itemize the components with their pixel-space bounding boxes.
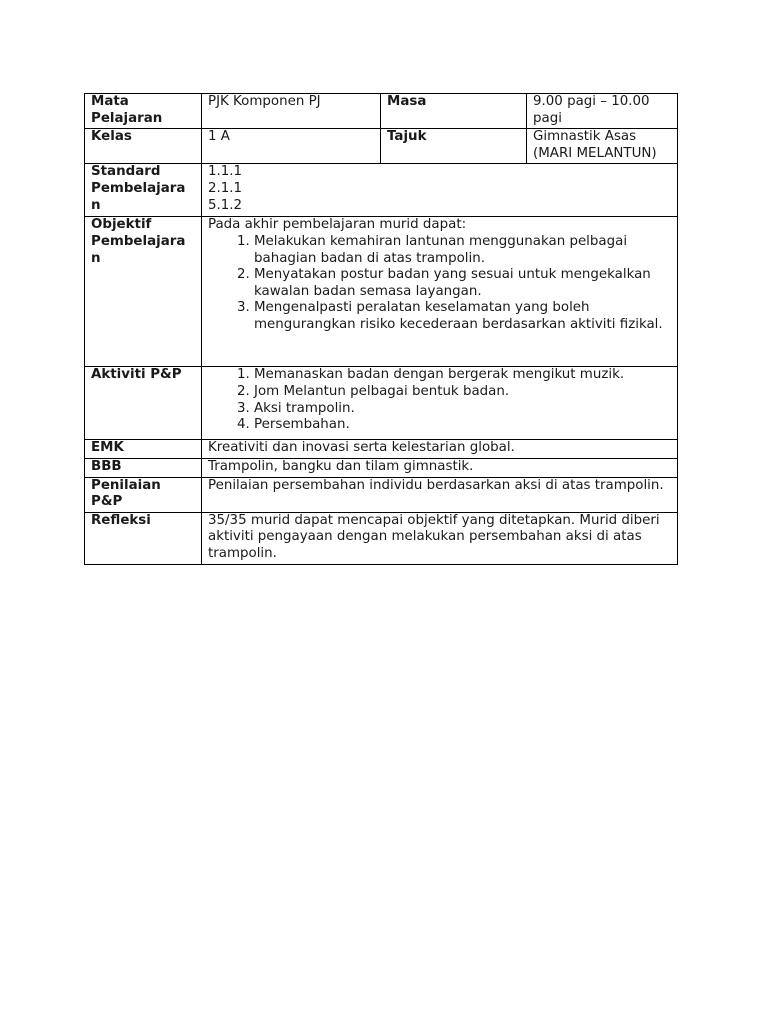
label-line: Pembelajara bbox=[91, 233, 186, 249]
list-item: 2. Jom Melantun pelbagai bentuk badan. bbox=[254, 384, 673, 401]
label-line: n bbox=[91, 250, 101, 266]
row-kelas bbox=[85, 129, 678, 164]
label-kelas: Kelas bbox=[85, 129, 202, 164]
row-standard-pembelajaran bbox=[85, 164, 678, 217]
label-line: Penilaian bbox=[91, 477, 161, 493]
label-line: Mata bbox=[91, 94, 129, 109]
value-masa: 9.00 pagi – 10.00 pagi bbox=[527, 94, 678, 129]
label-line: Objektif bbox=[91, 217, 152, 233]
label-line: n bbox=[91, 197, 101, 213]
list-item: 3. Mengenalpasti peralatan keselamatan yang boleh mengurangkan risiko kecederaan berdasarkan aktiviti fizikal. bbox=[254, 300, 673, 333]
value-aktiviti bbox=[202, 367, 678, 440]
row-emk bbox=[85, 440, 678, 459]
standard-code: 1.1.1 bbox=[208, 164, 243, 180]
label-bbb: BBB bbox=[85, 458, 202, 477]
label-line: P&P bbox=[91, 494, 123, 510]
value-bbb: Trampolin, bangku dan tilam gimnastik. bbox=[202, 458, 678, 477]
label-line: Pembelajara bbox=[91, 180, 186, 196]
aktiviti-list bbox=[208, 367, 673, 433]
lesson-plan-table bbox=[84, 93, 678, 565]
list-item: 1. Memanaskan badan dengan bergerak mengikut muzik. bbox=[254, 367, 673, 384]
label-masa: Masa bbox=[381, 94, 527, 129]
label-standard-pembelajaran bbox=[85, 164, 202, 217]
label-line: Standard bbox=[91, 164, 161, 180]
row-objektif-pembelajaran bbox=[85, 217, 678, 367]
label-emk: EMK bbox=[85, 440, 202, 459]
list-item: 4. Persembahan. bbox=[254, 417, 673, 434]
objektif-list bbox=[208, 234, 673, 334]
row-bbb bbox=[85, 458, 678, 477]
value-kelas: 1 A bbox=[202, 129, 381, 164]
value-tajuk bbox=[527, 129, 678, 164]
label-tajuk: Tajuk bbox=[381, 129, 527, 164]
objektif-intro: Pada akhir pembelajaran murid dapat: bbox=[208, 217, 467, 233]
standard-code: 5.1.2 bbox=[208, 197, 243, 213]
value-refleksi: 35/35 murid dapat mencapai objektif yang ditetapkan. Murid diberi aktiviti pengayaan dengan melakukan persembahan aksi di atas trampolin. bbox=[202, 512, 678, 564]
value-emk: Kreativiti dan inovasi serta kelestarian global. bbox=[202, 440, 678, 459]
label-aktiviti: Aktiviti P&P bbox=[85, 367, 202, 440]
label-objektif-pembelajaran bbox=[85, 217, 202, 367]
list-item: 3. Aksi trampolin. bbox=[254, 401, 673, 418]
value-mata-pelajaran: PJK Komponen PJ bbox=[202, 94, 381, 129]
label-mata-pelajaran bbox=[85, 94, 202, 129]
row-aktiviti bbox=[85, 367, 678, 440]
value-penilaian: Penilaian persembahan individu berdasarkan aksi di atas trampolin. bbox=[202, 477, 678, 512]
label-penilaian bbox=[85, 477, 202, 512]
row-mata-pelajaran bbox=[85, 94, 678, 129]
tajuk-line: (MARI MELANTUN) bbox=[533, 145, 657, 161]
row-refleksi bbox=[85, 512, 678, 564]
value-objektif-pembelajaran bbox=[202, 217, 678, 367]
list-item: 2. Menyatakan postur badan yang sesuai untuk mengekalkan kawalan badan semasa layangan. bbox=[254, 267, 673, 300]
tajuk-line: Gimnastik Asas bbox=[533, 129, 637, 145]
label-line: Pelajaran bbox=[91, 110, 163, 126]
standard-code: 2.1.1 bbox=[208, 180, 243, 196]
row-penilaian bbox=[85, 477, 678, 512]
label-refleksi: Refleksi bbox=[85, 512, 202, 564]
list-item: 1. Melakukan kemahiran lantunan menggunakan pelbagai bahagian badan di atas trampolin. bbox=[254, 234, 673, 267]
value-standard-pembelajaran bbox=[202, 164, 678, 217]
